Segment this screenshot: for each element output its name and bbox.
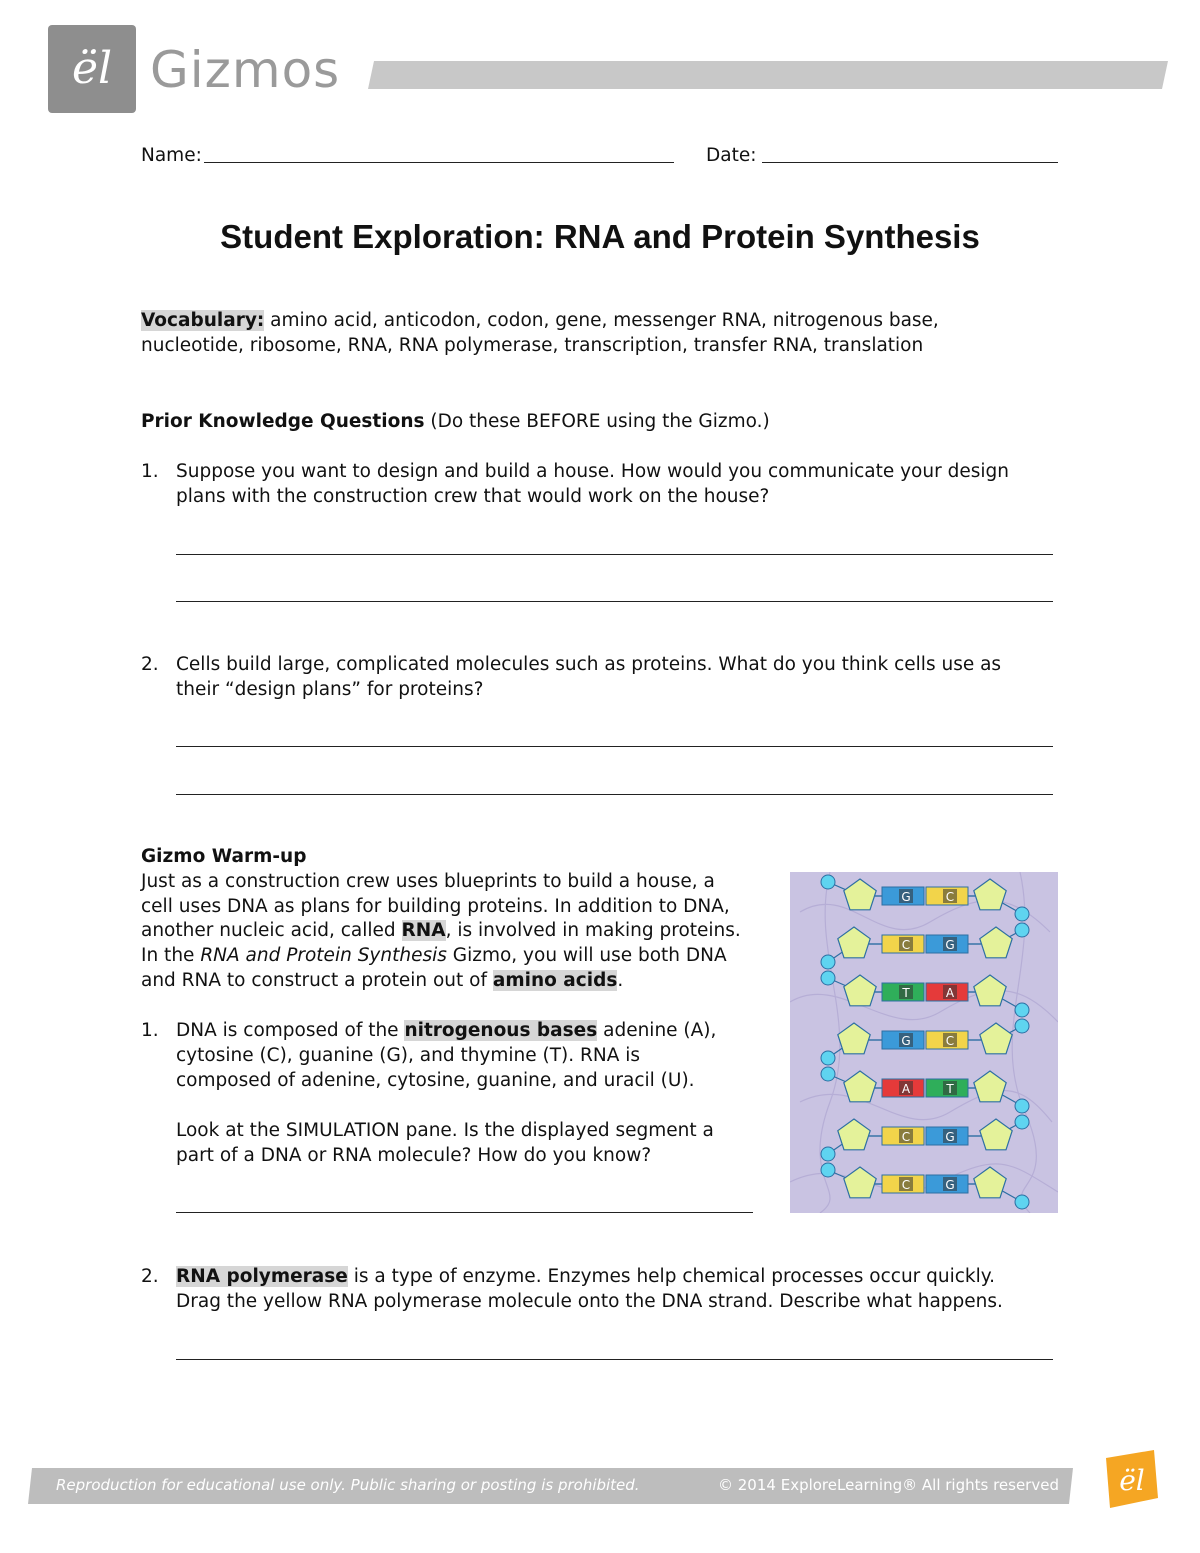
phosphate — [821, 875, 835, 889]
answer-line[interactable] — [176, 601, 1053, 602]
term-amino-acids: amino acids — [492, 970, 618, 991]
warmup-paragraph-line — [141, 918, 741, 943]
question-text: Suppose you want to design and build a house. How would you communicate your design — [176, 461, 1009, 482]
text-run: , is involved in making proteins. — [445, 920, 741, 941]
el-logo-glyph: ël — [71, 43, 113, 94]
vocabulary-terms-1: amino acid, anticodon, codon, gene, messenger RNA, nitrogenous base, — [264, 310, 939, 331]
text-run: . — [617, 970, 624, 991]
text-run: Gizmo, you will use both DNA — [446, 945, 727, 966]
phosphate — [1015, 1195, 1029, 1209]
gizmos-logo — [48, 25, 136, 113]
prior-knowledge-heading — [141, 409, 770, 434]
base-letter-left: C — [901, 938, 911, 952]
phosphate — [1015, 923, 1029, 937]
phosphate — [821, 1163, 835, 1177]
prior-knowledge-note: (Do these BEFORE using the Gizmo.) — [424, 411, 770, 432]
question-text — [176, 1264, 995, 1289]
name-label: Name: — [141, 145, 202, 166]
question-text: cytosine (C), guanine (G), and thymine (T). RNA is — [176, 1045, 641, 1066]
base-letter-left: A — [901, 1082, 911, 1096]
base-letter-right: G — [945, 938, 955, 952]
text-run: is a type of enzyme. Enzymes help chemical processes occur quickly. — [347, 1266, 995, 1287]
vocabulary-terms-2: nucleotide, ribosome, RNA, RNA polymerase, transcription, transfer RNA, translation — [141, 335, 924, 356]
base-letter-left: C — [901, 1178, 911, 1192]
base-letter-right: T — [946, 1082, 954, 1096]
text-run: DNA is composed of the — [176, 1020, 405, 1041]
base-letter-left: G — [901, 890, 911, 904]
phosphate — [821, 955, 835, 969]
vocabulary-line-1 — [141, 308, 939, 333]
base-letter-right: G — [945, 1178, 955, 1192]
phosphate — [1015, 1019, 1029, 1033]
phosphate — [1015, 907, 1029, 921]
base-letter-left: G — [901, 1034, 911, 1048]
answer-line[interactable] — [176, 554, 1053, 555]
footer-copyright: © 2014 ExploreLearning® All rights reserved — [718, 1476, 1059, 1494]
answer-line[interactable] — [176, 746, 1053, 747]
header-bar — [368, 61, 1168, 89]
question-text: composed of adenine, cytosine, guanine, and uracil (U). — [176, 1070, 695, 1091]
warmup-paragraph-line — [141, 943, 727, 968]
date-field[interactable] — [762, 162, 1058, 163]
answer-line[interactable] — [176, 794, 1053, 795]
explorelearning-logo — [1094, 1444, 1164, 1514]
vocabulary-label: Vocabulary: — [141, 310, 265, 331]
base-letter-left: C — [901, 1130, 911, 1144]
question-text: part of a DNA or RNA molecule? How do you know? — [176, 1145, 652, 1166]
question-number: 1. — [141, 1020, 159, 1041]
answer-line[interactable] — [176, 1359, 1053, 1360]
warmup-heading: Gizmo Warm-up — [141, 846, 307, 867]
base-letter-left: T — [902, 986, 910, 1000]
question-number: 2. — [141, 654, 159, 675]
footer-logo-glyph: ël — [1119, 1464, 1145, 1497]
question-number: 2. — [141, 1266, 159, 1287]
base-letter-right: C — [945, 890, 955, 904]
phosphate — [1015, 1115, 1029, 1129]
question-text — [176, 1018, 716, 1043]
name-field[interactable] — [204, 162, 674, 163]
question-text: Look at the SIMULATION pane. Is the displayed segment a — [176, 1120, 714, 1141]
warmup-paragraph-line: cell uses DNA as plans for building proteins. In addition to DNA, — [141, 896, 730, 917]
base-letter-right: G — [945, 1130, 955, 1144]
phosphate — [821, 971, 835, 985]
phosphate — [1015, 1003, 1029, 1017]
text-run: another nucleic acid, called — [141, 920, 402, 941]
page-title: Student Exploration: RNA and Protein Synthesis — [220, 218, 980, 255]
phosphate — [821, 1067, 835, 1081]
term-rna-polymerase: RNA polymerase — [176, 1266, 348, 1287]
date-label: Date: — [706, 145, 757, 166]
question-number: 1. — [141, 461, 159, 482]
answer-line[interactable] — [176, 1212, 753, 1213]
text-run: In the — [141, 945, 201, 966]
footer-disclaimer: Reproduction for educational use only. Public sharing or posting is prohibited. — [56, 1476, 640, 1494]
brand-name: Gizmos — [150, 41, 341, 99]
gizmo-name: RNA and Protein Synthesis — [200, 945, 447, 966]
term-rna: RNA — [401, 920, 446, 941]
base-letter-right: C — [945, 1034, 955, 1048]
prior-knowledge-title: Prior Knowledge Questions — [141, 411, 425, 432]
text-run: and RNA to construct a protein out of — [141, 970, 493, 991]
phosphate — [821, 1147, 835, 1161]
question-text: plans with the construction crew that would work on the house? — [176, 486, 770, 507]
term-nitrogenous-bases: nitrogenous bases — [404, 1020, 598, 1041]
warmup-paragraph-line — [141, 968, 623, 993]
text-run: adenine (A), — [597, 1020, 717, 1041]
phosphate — [1015, 1099, 1029, 1113]
question-text: Drag the yellow RNA polymerase molecule onto the DNA strand. Describe what happens. — [176, 1291, 1003, 1312]
phosphate — [821, 1051, 835, 1065]
dna-segment-image — [790, 872, 1058, 1213]
warmup-paragraph-line: Just as a construction crew uses blueprints to build a house, a — [141, 871, 715, 892]
question-text: Cells build large, complicated molecules such as proteins. What do you think cells use as — [176, 654, 1002, 675]
base-letter-right: A — [945, 986, 955, 1000]
question-text: their “design plans” for proteins? — [176, 679, 484, 700]
